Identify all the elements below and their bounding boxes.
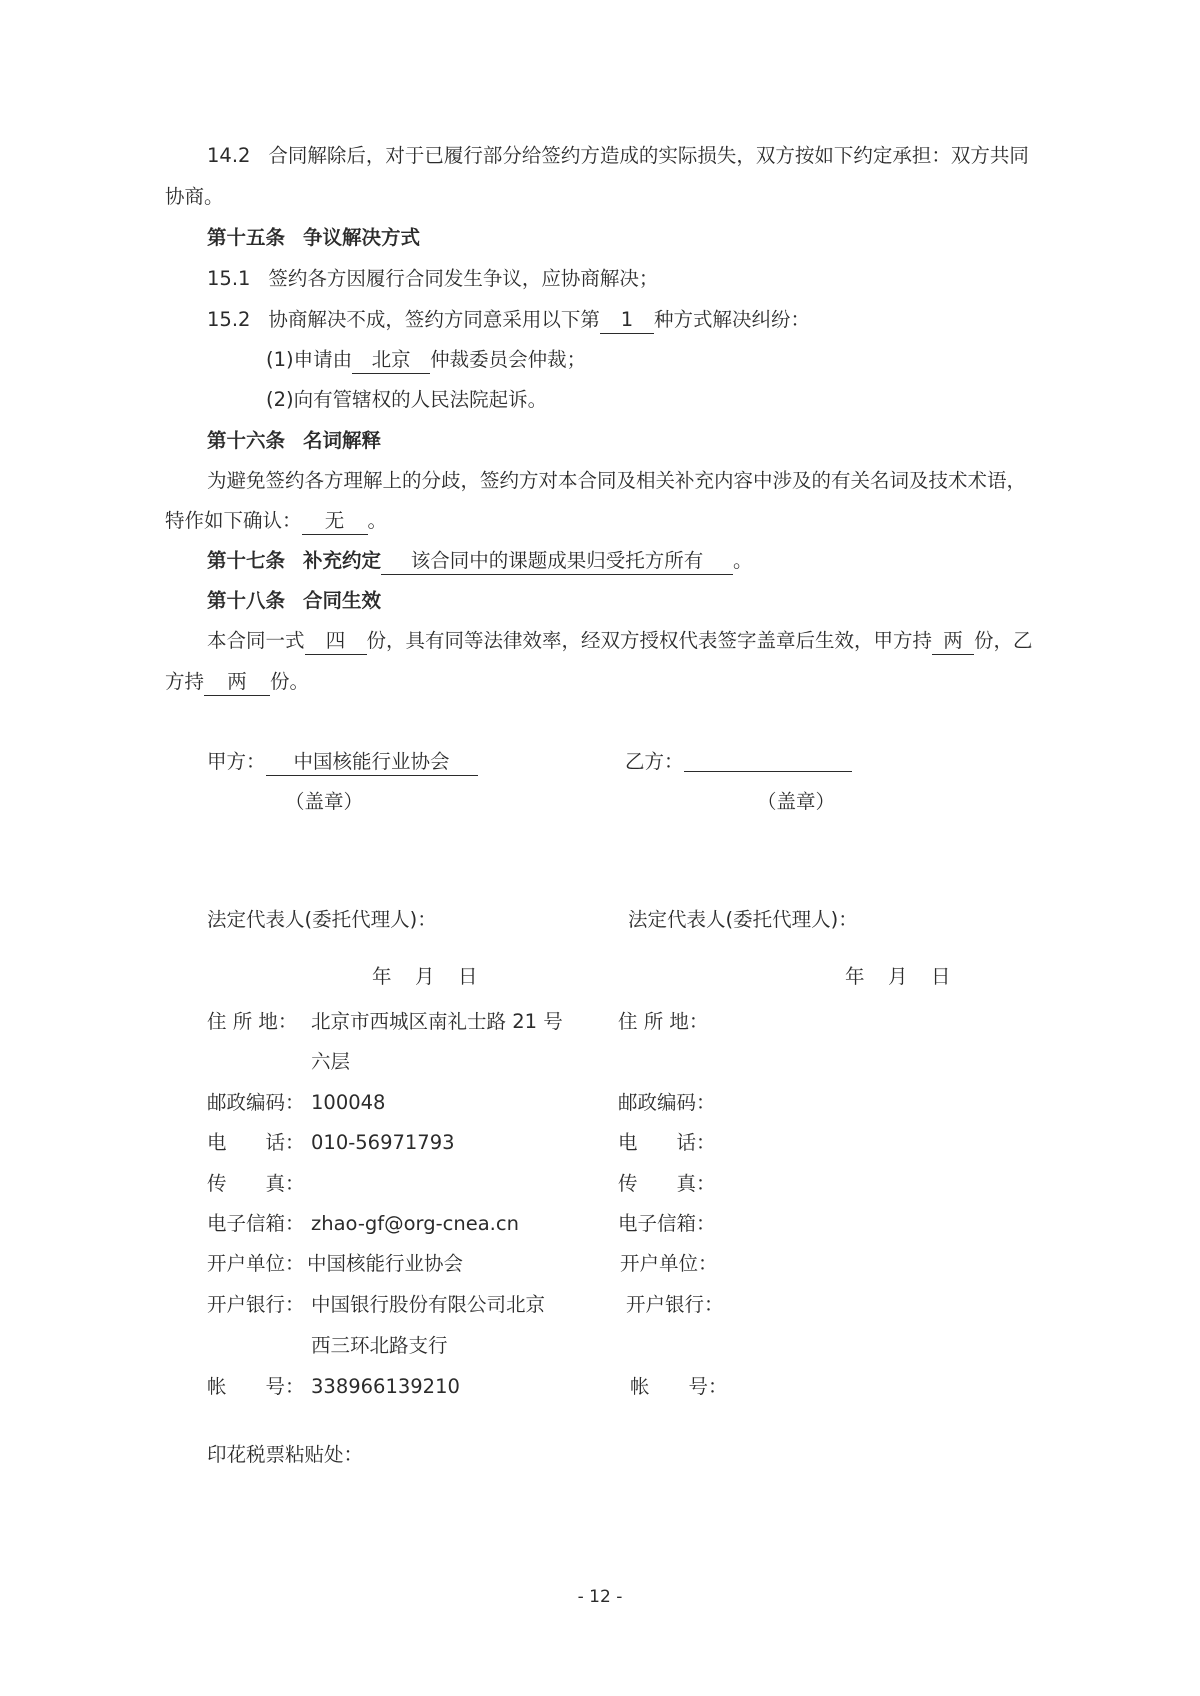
terms-definition-value: 无 <box>302 510 368 535</box>
option-text: (1)申请由 <box>266 348 353 371</box>
clause-text: 合同解除后，对于已履行部分给签约方造成的实际损失，双方按如下约定承担：双方共同 <box>268 144 1029 167</box>
party-b-address-label: 住 所 地： <box>618 1010 709 1033</box>
page-number: - 12 - <box>577 1587 623 1607</box>
party-b-representative: 法定代表人(委托代理人)： <box>628 908 858 931</box>
party-a-postcode: 100048 <box>311 1091 386 1114</box>
clause-number: 15.1 <box>207 267 251 290</box>
party-a-bank-line2: 西三环北路支行 <box>311 1334 448 1357</box>
party-a-account-label: 帐 号： <box>207 1375 305 1398</box>
party-a-bank-label: 开户银行： <box>207 1293 305 1316</box>
clause-15-2 <box>207 307 810 334</box>
party-b-copies: 两 <box>204 671 270 696</box>
clause-15-heading <box>207 225 420 251</box>
party-b-seal: （盖章） <box>757 790 836 813</box>
clause-text: 份，具有同等法律效率，经双方授权代表签字盖章后生效，甲方持 <box>366 629 933 652</box>
party-a-label: 甲方： <box>207 750 266 773</box>
party-a-account-unit: 中国核能行业协会 <box>307 1252 464 1275</box>
clause-14-2-line2: 协商。 <box>165 185 224 208</box>
article-title: 合同生效 <box>303 589 382 612</box>
clause-16-line2 <box>165 508 387 535</box>
article-number: 第十六条 <box>207 429 286 452</box>
clause-16-heading <box>207 428 381 454</box>
party-b-phone-label: 电 话： <box>618 1131 716 1154</box>
article-number: 第十五条 <box>207 226 286 249</box>
supplementary-agreement-value: 该合同中的课题成果归受托方所有 <box>381 550 733 575</box>
clause-17 <box>207 548 753 575</box>
clause-text: 份，乙 <box>974 629 1033 652</box>
party-a-phone: 010-56971793 <box>311 1131 455 1154</box>
clause-text: 协商解决不成，签约方同意采用以下第 <box>268 308 600 331</box>
party-b-postcode-label: 邮政编码： <box>618 1091 716 1114</box>
party-b-account-unit-label: 开户单位： <box>620 1252 718 1275</box>
option-court: (2)向有管辖权的人民法院起诉。 <box>266 388 548 411</box>
total-copies: 四 <box>305 630 367 655</box>
article-title: 争议解决方式 <box>303 226 421 249</box>
article-title: 补充约定 <box>303 549 382 572</box>
clause-number: 15.2 <box>207 308 251 331</box>
party-a-fax-label: 传 真： <box>207 1172 305 1195</box>
clause-number: 14.2 <box>207 144 251 167</box>
option-text: 仲裁委员会仲裁； <box>430 348 587 371</box>
arbitration-city: 北京 <box>352 349 430 374</box>
article-title: 名词解释 <box>303 429 382 452</box>
party-a-phone-label: 电 话： <box>207 1131 305 1154</box>
party-b-signature <box>625 749 852 775</box>
clause-18-heading <box>207 588 381 614</box>
party-a-name: 中国核能行业协会 <box>266 751 478 776</box>
party-a-representative: 法定代表人(委托代理人)： <box>207 908 437 931</box>
clause-text: 种方式解决纠纷： <box>653 308 810 331</box>
dispute-method-choice: 1 <box>600 309 654 334</box>
clause-text: 本合同一式 <box>207 629 305 652</box>
party-a-address: 北京市西城区南礼士路 21 号 <box>311 1010 563 1033</box>
clause-16-line1: 为避免签约各方理解上的分歧，签约方对本合同及相关补充内容中涉及的有关名词及技术术语， <box>207 469 1027 492</box>
party-a-email-label: 电子信箱： <box>207 1212 305 1235</box>
clause-text: 份。 <box>270 670 310 693</box>
party-a-email: zhao-gf@org-cnea.cn <box>311 1212 519 1235</box>
party-a-postcode-label: 邮政编码： <box>207 1091 305 1114</box>
party-b-fax-label: 传 真： <box>618 1172 716 1195</box>
clause-text: 特作如下确认： <box>165 509 302 532</box>
party-b-date: 年 月 日 <box>845 965 953 988</box>
party-a-account-unit-label: 开户单位： <box>207 1252 305 1275</box>
article-number: 第十八条 <box>207 589 286 612</box>
party-a-address-line2: 六层 <box>311 1050 351 1073</box>
option-arbitration <box>266 347 586 374</box>
party-b-bank-label: 开户银行： <box>626 1293 724 1316</box>
party-b-label: 乙方： <box>625 750 684 773</box>
stamp-tax-placement: 印花税票粘贴处： <box>207 1443 364 1466</box>
party-b-name-blank <box>684 751 852 772</box>
party-b-email-label: 电子信箱： <box>618 1212 716 1235</box>
party-a-copies: 两 <box>932 630 974 655</box>
party-a-date: 年 月 日 <box>372 965 480 988</box>
party-a-bank: 中国银行股份有限公司北京 <box>311 1293 546 1316</box>
clause-18-line1 <box>207 628 1033 655</box>
clause-text: 。 <box>367 509 388 532</box>
party-a-account: 338966139210 <box>311 1375 460 1398</box>
clause-18-line2 <box>165 669 309 696</box>
clause-text: 签约各方因履行合同发生争议，应协商解决； <box>268 267 659 290</box>
party-a-address-label: 住 所 地： <box>207 1010 298 1033</box>
clause-text: 。 <box>733 549 753 572</box>
clause-14-2-line1 <box>207 143 1029 169</box>
party-a-seal: （盖章） <box>285 790 364 813</box>
party-b-account-label: 帐 号： <box>630 1375 728 1398</box>
clause-text: 方持 <box>165 670 205 693</box>
party-a-signature <box>207 749 478 776</box>
clause-15-1 <box>207 266 658 292</box>
article-number: 第十七条 <box>207 549 286 572</box>
